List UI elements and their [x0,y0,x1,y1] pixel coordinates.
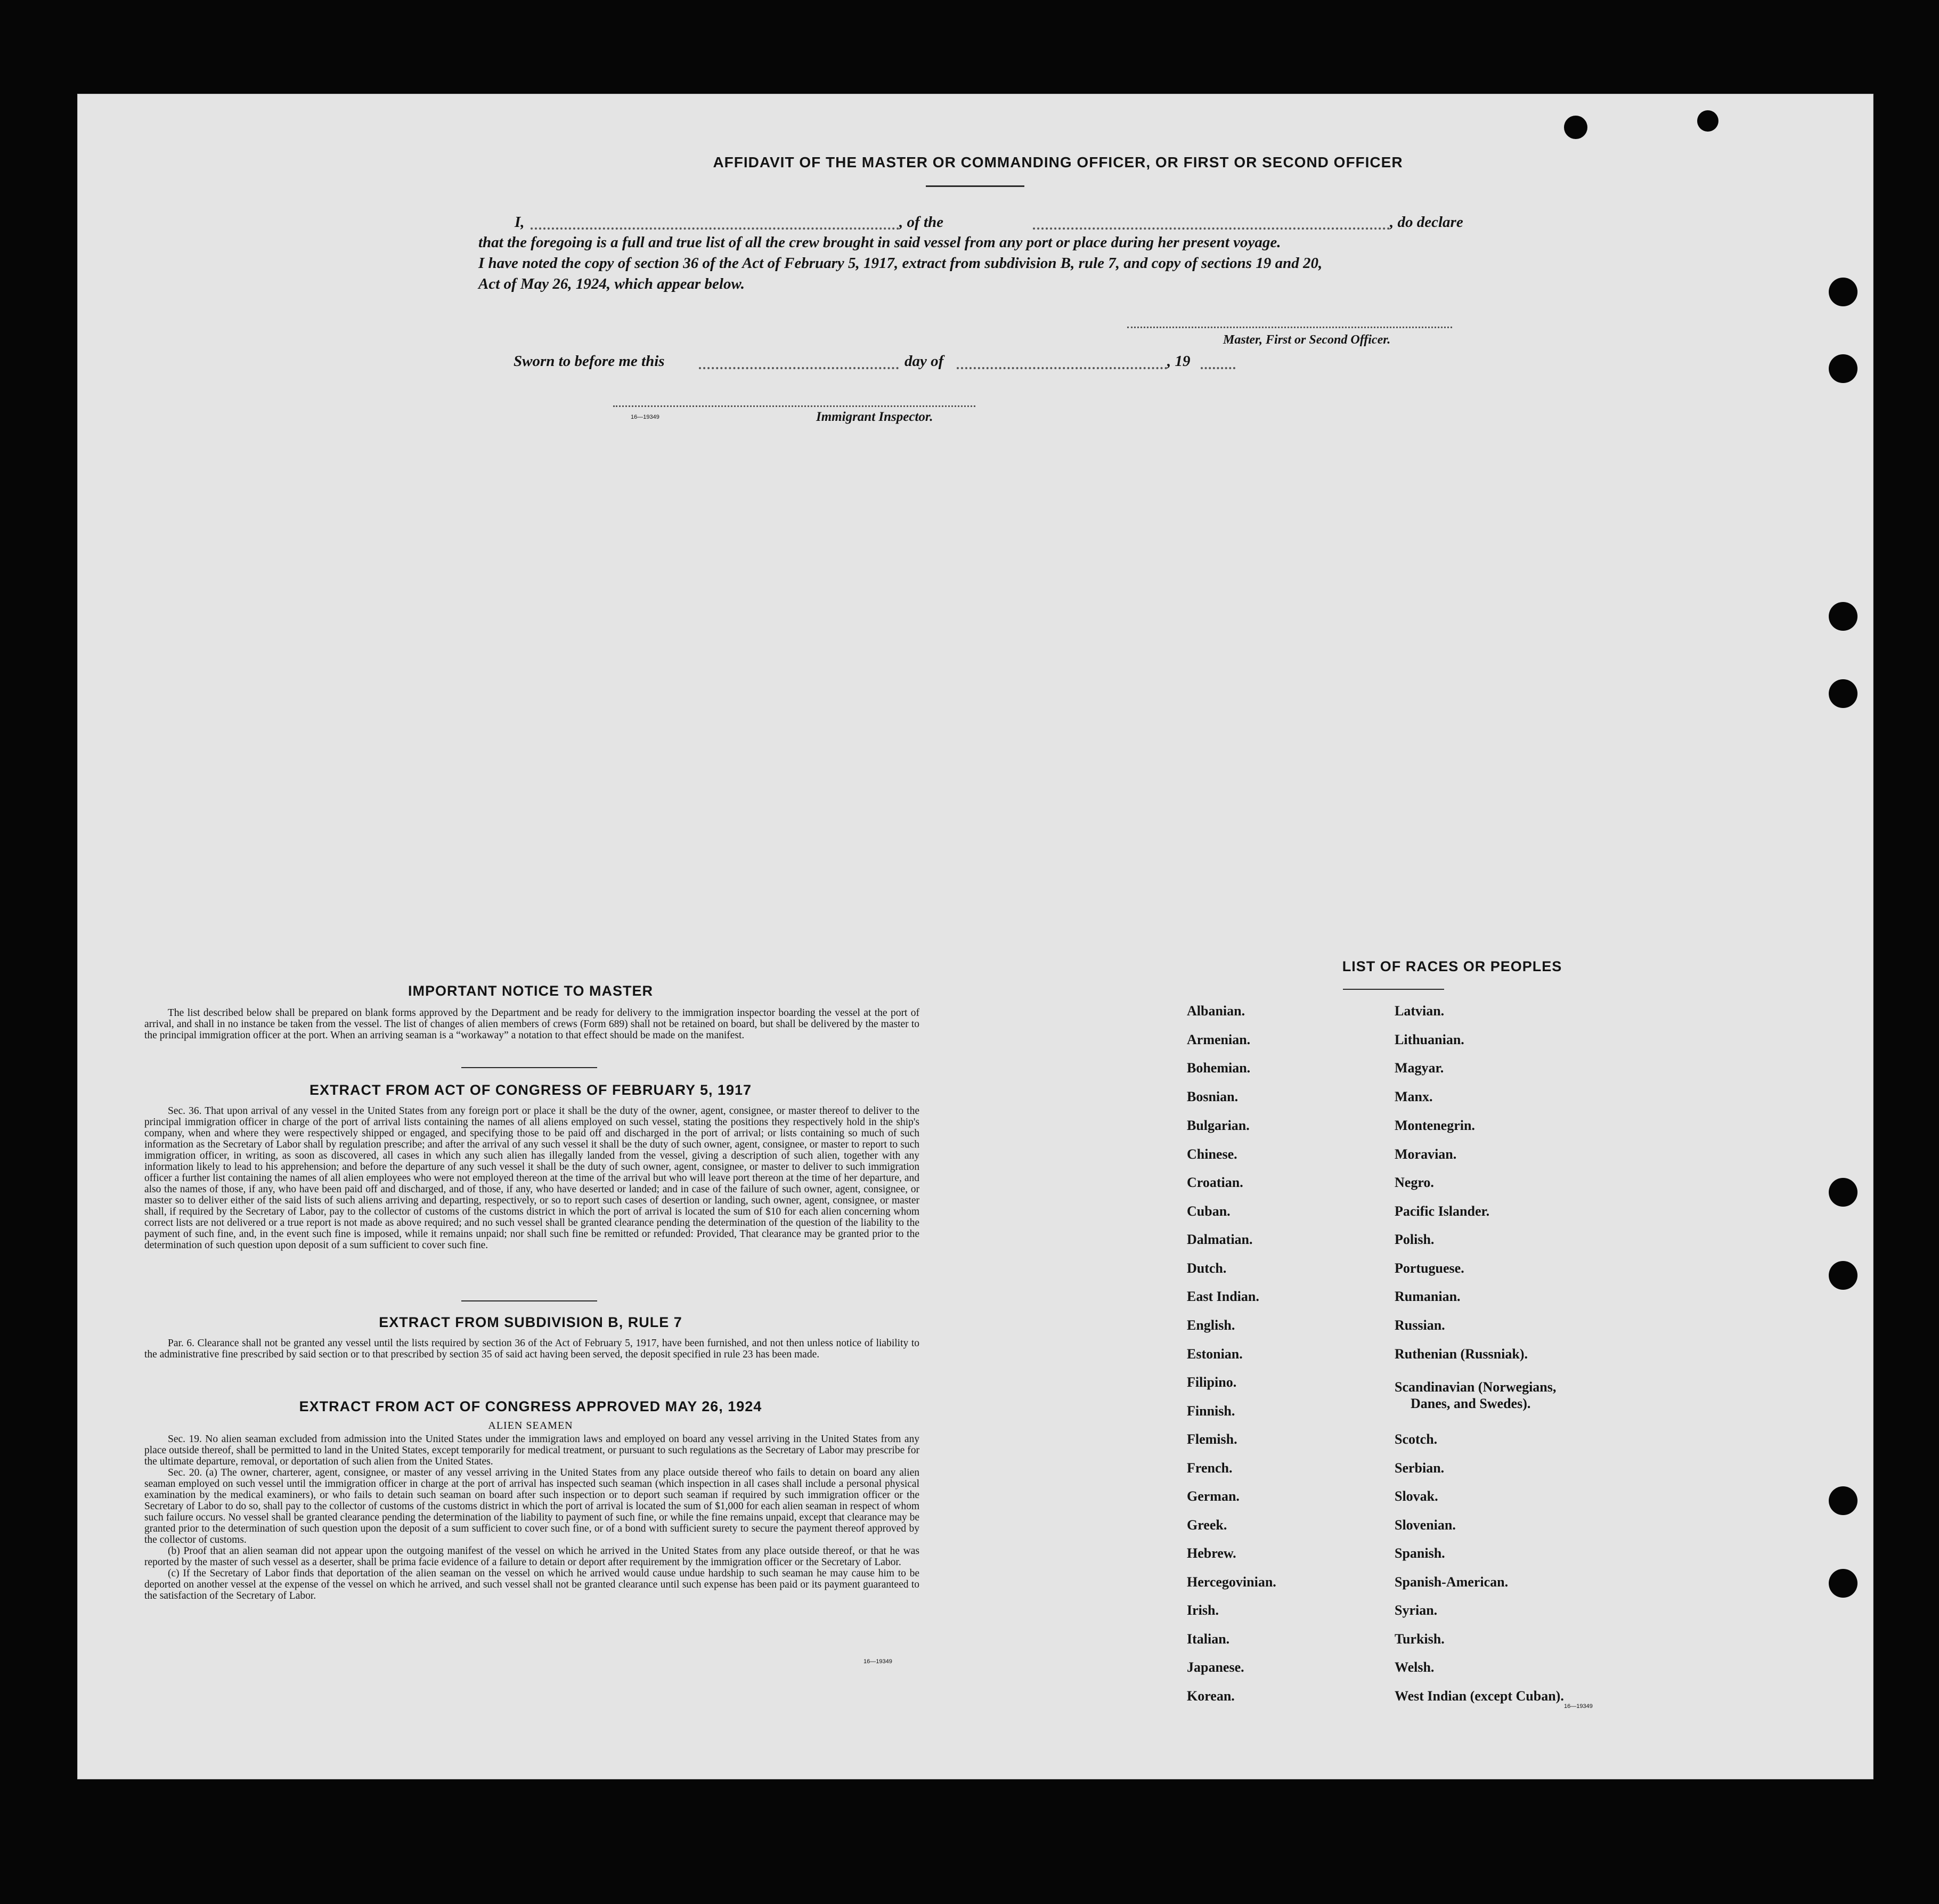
race-item: Turkish. [1395,1631,1445,1647]
binder-hole [1829,602,1857,631]
extract-1924-sec20b: (b) Proof that an alien seaman did not appear upon the outgoing manifest of the vessel on which he arrived in the United States from any place outside thereof, or that he was reported by the master of such vessel as a deserter, shall be prima facie evidence of a failure to detain or deport after requirement by the immigration officer or the Secretary of Labor. [144,1545,919,1568]
extract-1917-title: EXTRACT FROM ACT OF CONGRESS OF FEBRUARY 5, 1917 [309,1082,752,1098]
extract-rule7-title: EXTRACT FROM SUBDIVISION B, RULE 7 [379,1314,682,1330]
inspector-signature-field[interactable] [613,405,975,407]
vessel-field[interactable] [1033,227,1390,230]
race-item: Latvian. [1395,1003,1445,1019]
master-signature-label: Master, First or Second Officer. [1223,333,1391,347]
affidavit-line1-declare: , do declare [1390,214,1463,231]
race-item: Estonian. [1187,1346,1243,1362]
race-item: Dutch. [1187,1260,1227,1276]
race-item: Flemish. [1187,1431,1237,1447]
affidavit-title: AFFIDAVIT OF THE MASTER OR COMMANDING OFFICER, OR FIRST OR SECOND OFFICER [713,154,1403,170]
race-item: Serbian. [1395,1460,1445,1476]
race-item: Italian. [1187,1631,1230,1647]
race-item: Hebrew. [1187,1545,1236,1561]
race-item: Lithuanian. [1395,1032,1464,1047]
extract-rule7-body [144,1338,919,1360]
race-item: Dalmatian. [1187,1232,1253,1247]
notice-title: IMPORTANT NOTICE TO MASTER [408,983,653,999]
affidavit-line2: that the foregoing is a full and true list of all the crew brought in said vessel from any port or place during her present voyage. [478,234,1281,251]
document-page [77,94,1873,1779]
sworn-day-field[interactable] [699,367,899,369]
race-item: Moravian. [1395,1146,1457,1162]
race-item: Scandinavian (Norwegians, [1395,1379,1557,1395]
race-item: Croatian. [1187,1175,1243,1190]
races-title: LIST OF RACES OR PEOPLES [1342,958,1562,974]
extract-1924-sec19: Sec. 19. No alien seaman excluded from admission into the United States under the immigration laws and employed on board any vessel arriving in the United States from any place outside thereof, shall be permitted to land in the United States, except temporarily for medical treatment, or pursuant to such regulations as the Secretary of Labor may prescribe for the ultimate departure, removal, or deportation of such alien from the United States. [144,1434,919,1467]
race-item: Montenegrin. [1395,1118,1475,1133]
race-item: Negro. [1395,1175,1434,1190]
extract-1924-body [144,1434,919,1601]
binder-hole [1564,116,1587,139]
race-item: Chinese. [1187,1146,1237,1162]
affidavit-line4: Act of May 26, 1924, which appear below. [478,275,745,292]
title-underline [926,185,1024,187]
affidavit-line1-of-the: , of the [899,214,943,231]
section-divider [461,1300,597,1301]
sworn-day-of: day of [905,353,944,370]
race-item: Greek. [1187,1517,1227,1533]
master-signature-field[interactable] [1127,327,1452,328]
binder-hole [1829,1261,1857,1290]
inspector-label: Immigrant Inspector. [816,410,933,424]
sworn-year: , 19 [1167,353,1191,370]
affidavit-line3: I have noted the copy of section 36 of the Act of February 5, 1917, extract from subdivision B, rule 7, and copy of sections 19 and 20, [478,255,1323,272]
race-item: Slovak. [1395,1488,1438,1504]
race-item: Welsh. [1395,1659,1435,1675]
notice-body [144,1007,919,1041]
extract-1924-title: EXTRACT FROM ACT OF CONGRESS APPROVED MAY 26, 1924 [299,1398,762,1414]
race-item: Ruthenian (Russniak). [1395,1346,1528,1362]
race-item: West Indian (except Cuban). [1395,1688,1564,1704]
race-item: Russian. [1395,1317,1445,1333]
race-item: Spanish. [1395,1545,1445,1561]
race-item: Bulgarian. [1187,1118,1250,1133]
race-item: Japanese. [1187,1659,1244,1675]
race-item: Finnish. [1187,1403,1235,1419]
race-item: Rumanian. [1395,1289,1461,1304]
binder-hole [1829,1569,1857,1598]
extract-1924-sec20c: (c) If the Secretary of Labor finds that deportation of the alien seaman on the vessel on which he arrived would cause undue hardship to such seaman he may cause him to be deported on another vessel at the expense of the vessel on which he arrived, and such vessel shall not be granted clearance until such expense has been paid or its payment guaranteed to the satisfaction of the Secretary of Labor. [144,1568,919,1601]
section-divider [461,1067,597,1068]
race-item: Hercegovinian. [1187,1574,1276,1590]
race-item: Polish. [1395,1232,1435,1247]
affidavit-form-number: 16—19349 [631,414,659,420]
extract-1924-subtitle: ALIEN SEAMEN [488,1420,573,1431]
race-item: Portuguese. [1395,1260,1464,1276]
race-item: Danes, and Swedes). [1411,1396,1531,1411]
race-item: Manx. [1395,1089,1433,1104]
race-item: Slovenian. [1395,1517,1456,1533]
race-item: French. [1187,1460,1233,1476]
race-item: English. [1187,1317,1235,1333]
race-item: Filipino. [1187,1374,1237,1390]
race-item: Irish. [1187,1602,1219,1618]
race-item: Scotch. [1395,1431,1438,1447]
sworn-year-field[interactable] [1201,367,1235,369]
extract-form-number: 16—19349 [863,1658,892,1665]
extract-rule7-paragraph: Par. 6. Clearance shall not be granted any vessel until the lists required by section 36 of the Act of February 5, 1917, have been furnished, and not then unless notice of liability to the administrative fine prescribed by said section or to that prescribed by section 35 of said act having been served, the deposit specified in rule 23 has been made. [144,1338,919,1360]
binder-hole [1829,1178,1857,1207]
race-item: Bohemian. [1187,1060,1251,1076]
name-field[interactable] [531,227,899,230]
race-item: German. [1187,1488,1240,1504]
races-form-number: 16—19349 [1564,1703,1593,1710]
race-item: Syrian. [1395,1602,1438,1618]
race-item: Cuban. [1187,1203,1231,1219]
affidavit-line1-i: I, [515,214,525,231]
race-item: Magyar. [1395,1060,1444,1076]
notice-paragraph: The list described below shall be prepared on blank forms approved by the Department and be ready for delivery to the immigration inspector boarding the vessel at the port of arrival, and shall in no instance be taken from the vessel. The list of changes of alien members of crews (Form 689) shall not be retained on board, but shall be delivered by the master to the principal immigration officer at the port. When an arriving seaman is a “workaway” a notation to that effect should be made on the manifest. [144,1007,919,1041]
extract-1917-body [144,1105,919,1251]
race-item: East Indian. [1187,1289,1259,1304]
binder-hole [1829,354,1857,383]
binder-hole [1829,1486,1857,1515]
race-item: Bosnian. [1187,1089,1239,1104]
sworn-month-field[interactable] [957,367,1167,369]
binder-hole [1829,679,1857,708]
race-item: Pacific Islander. [1395,1203,1490,1219]
binder-hole [1829,278,1857,306]
races-title-underline [1343,989,1444,990]
race-item: Spanish-American. [1395,1574,1509,1590]
sworn-prefix: Sworn to before me this [514,353,665,370]
race-item: Armenian. [1187,1032,1251,1047]
race-item: Korean. [1187,1688,1235,1704]
extract-1917-paragraph: Sec. 36. That upon arrival of any vessel in the United States from any foreign port or place it shall be the duty of the owner, agent, consignee, or master thereof to deliver to the principal immigration officer in charge of the port of arrival lists containing the names of all aliens employed on such vessel, stating the positions they respectively hold in the ship's company, when and where they were respectively shipped or engaged, and specifying those to be paid off and discharged in the port of arrival; or lists containing so much of such information as the Secretary of Labor shall by regulation prescribe; and after the arrival of any such vessel it shall be the duty of such owner, agent, consignee, or master to report to such immigration officer, in writing, as soon as discovered, all cases in which any such alien has illegally landed from the vessel, giving a description of such alien, together with any information likely to lead to his apprehension; and before the departure of any such vessel it shall be the duty of such owner, agent, consignee, or master to deliver to such immigration officer a further list containing the names of all alien employees who were not employed thereon at the time of the arrival but who will leave port thereon at the time of her departure, and also the names of those, if any, who have been paid off and discharged, and of those, if any, who have deserted or landed; and in case of the failure of such owner, agent, consignee, or master so to deliver either of the said lists of such aliens arriving and departing, respectively, or so to report such cases of desertion or landing, such owner, agent, consignee, or master shall, if required by the Secretary of Labor, pay to the collector of customs of the customs district in which the port of arrival is located the sum of $10 for each alien concerning whom correct lists are not delivered or a true report is not made as above required; and no such vessel shall be granted clearance pending the determination of the question of the liability to the payment of such fine, and, in the event such fine is imposed, while it remains unpaid; nor shall such fine be remitted or refunded: Provided, That clearance may be granted prior to the determination of such question upon deposit of a sum sufficient to cover such fine. [144,1105,919,1251]
extract-1924-sec20a: Sec. 20. (a) The owner, charterer, agent, consignee, or master of any vessel arriving in the United States from any place outside thereof who fails to detain on board any alien seaman employed on such vessel until the immigration officer in charge at the port of arrival has inspected such seaman (which inspection in all cases shall include a personal physical examination by the medical examiners), or who fails to detain such seaman on board after such inspection or to deport such seaman if required by such immigration officer or the Secretary of Labor to do so, shall pay to the collector of customs of the customs district in which the port of arrival is located the sum of $1,000 for each alien seaman in respect of whom such failure occurs. No vessel shall be granted clearance pending the determination of the liability to payment of such fine, or while the fine remains unpaid, except that clearance may be granted prior to the determination of such question upon the deposit of a sum sufficient to cover such fine, or of a bond with sufficient surety to secure the payment thereof approved by the collector of customs. [144,1467,919,1545]
race-item: Albanian. [1187,1003,1245,1019]
binder-hole [1697,110,1718,132]
